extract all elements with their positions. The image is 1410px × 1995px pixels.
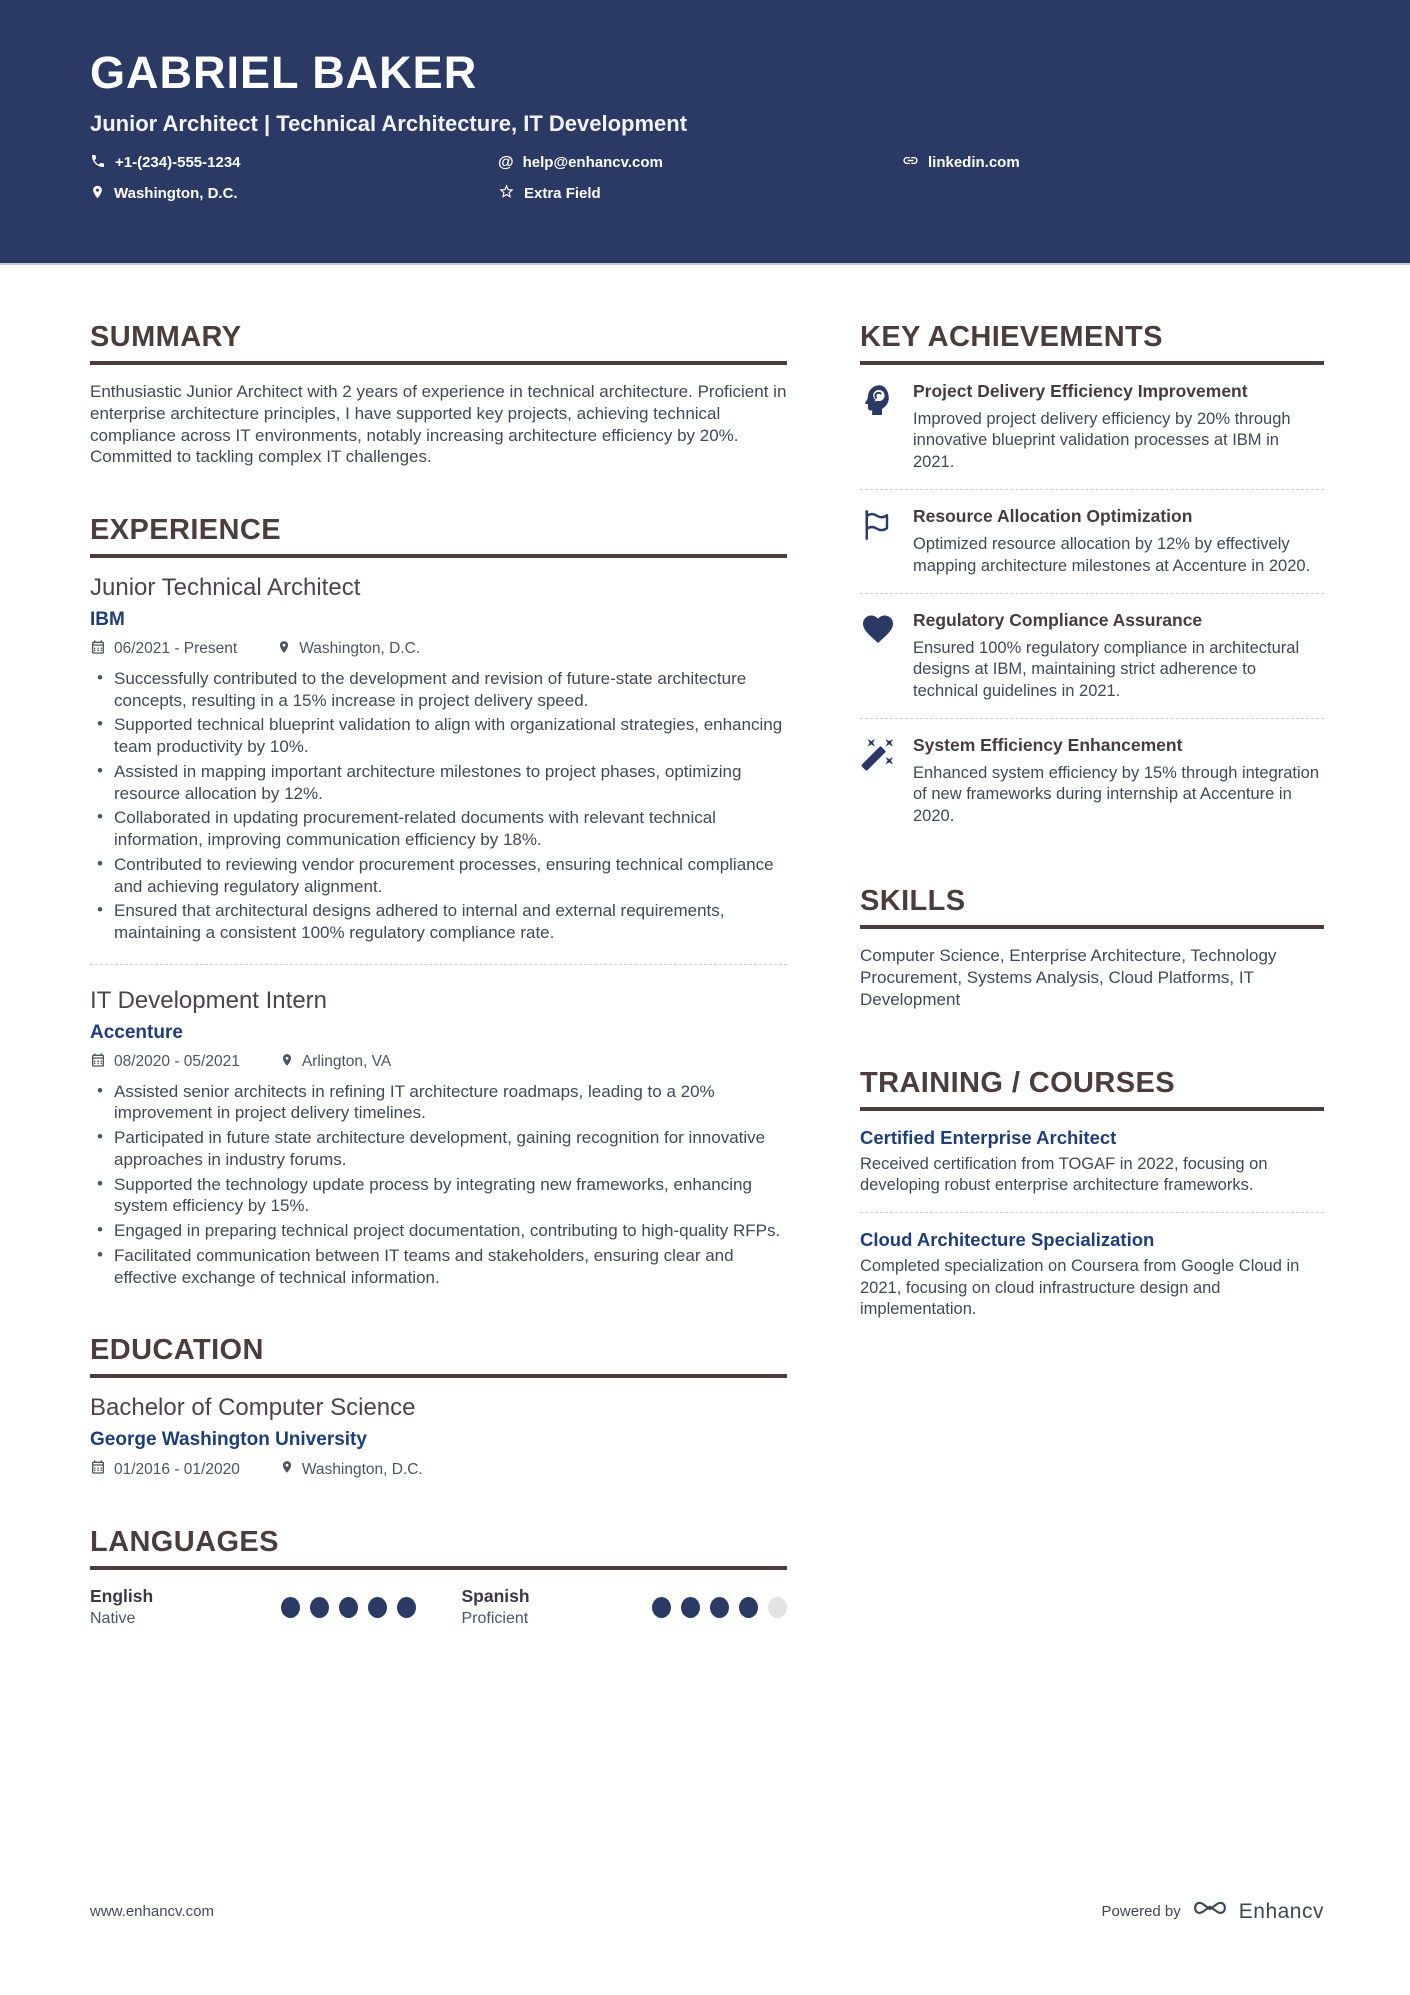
job-dates: 06/2021 - Present (90, 639, 237, 660)
calendar-icon (90, 1459, 106, 1480)
bullet: • Supported the technology update process by integrating new frameworks, enhancing system efficiency by 15%. (90, 1174, 787, 1218)
contact-linkedin-text: linkedin.com (928, 154, 1020, 171)
achievement-text: Enhanced system efficiency by 15% through integration of new frameworks during internship at Accenture in 2020. (913, 764, 1320, 825)
language-item (462, 1586, 788, 1628)
divider (860, 489, 1324, 490)
location-icon (277, 639, 291, 660)
left-column (90, 321, 787, 1628)
training-item (860, 1127, 1324, 1197)
contact-location-text: Washington, D.C. (114, 185, 238, 202)
language-rating (281, 1597, 416, 1618)
achievement-item (860, 381, 1324, 473)
contact-email[interactable] (498, 152, 902, 173)
skills-list: Computer Science, Enterprise Architecture, Technology Procurement, Systems Analysis, Cloud Platforms, IT Development (860, 946, 1277, 1009)
rating-dot (652, 1597, 671, 1618)
bullet: • Contributed to reviewing vendor procurement processes, ensuring technical compliance and achieving regulatory alignment. (90, 854, 787, 898)
training-section (860, 1067, 1324, 1321)
achievement-title: Regulatory Compliance Assurance (913, 609, 1203, 630)
achievement-item (860, 735, 1324, 827)
achievement-item (860, 506, 1324, 577)
brain-head-icon (860, 381, 898, 473)
training-text: Received certification from TOGAF in 2022, focusing on developing robust enterprise architecture frameworks. (860, 1154, 1268, 1194)
job-meta (90, 639, 787, 660)
bullet: • Assisted in mapping important architecture milestones to project phases, optimizing resource allocation by 12%. (90, 761, 787, 805)
bullet: • Engaged in preparing technical project documentation, contributing to high-quality RFPs. (90, 1220, 787, 1242)
at-icon: @ (498, 153, 514, 171)
achievement-text: Optimized resource allocation by 12% by effectively mapping architecture milestones at Accenture in 2020. (913, 535, 1311, 575)
education-meta (90, 1459, 787, 1480)
education-location: Washington, D.C. (280, 1459, 423, 1480)
school-name: George Washington University (90, 1429, 367, 1451)
job-title: IT Development Intern (90, 986, 328, 1014)
contact-location (90, 183, 498, 204)
enhancv-logo-icon (1193, 1896, 1227, 1927)
experience-heading: EXPERIENCE (90, 514, 787, 558)
achievements-heading: KEY ACHIEVEMENTS (860, 321, 1324, 365)
rating-dot (281, 1597, 300, 1618)
website-link[interactable]: www.enhancv.com (90, 1903, 214, 1920)
training-title: Cloud Architecture Specialization (860, 1229, 1155, 1251)
training-text: Completed specialization on Coursera from Google Cloud in 2021, focusing on cloud infrastructure design and implementation. (860, 1257, 1300, 1319)
achievement-title: Resource Allocation Optimization (913, 506, 1193, 527)
language-item (90, 1586, 416, 1628)
bullet: • Participated in future state architecture development, gaining recognition for innovative approaches in industry forums. (90, 1127, 787, 1171)
divider (860, 718, 1324, 719)
powered-by[interactable] (1102, 1896, 1324, 1927)
contact-extra-field (498, 183, 902, 204)
contact-email-text: help@enhancv.com (522, 154, 663, 171)
rating-dot (397, 1597, 416, 1618)
bullet: • Assisted senior architects in refining IT architecture roadmaps, leading to a 20% improvement in project delivery timelines. (90, 1081, 787, 1125)
achievement-text: Improved project delivery efficiency by 20% through innovative blueprint validation processes at IBM in 2021. (913, 409, 1291, 471)
bullet: • Collaborated in updating procurement-related documents with relevant technical information, improving communication efficiency by 18%. (90, 807, 787, 851)
contact-extra-text: Extra Field (524, 185, 601, 202)
summary-heading: SUMMARY (90, 321, 787, 365)
headline: Junior Architect | Technical Architecture, IT Development (90, 111, 688, 136)
summary-text: Enthusiastic Junior Architect with 2 years of experience in technical architecture. Proficient in enterprise architecture principles, I have supported key projects, achieving technical compliance across IT environments, notably increasing architecture efficiency by 20%. Committed to tackling complex IT challenges. (90, 382, 787, 467)
phone-icon (90, 153, 106, 173)
job-entry (90, 574, 787, 944)
bullet: • Facilitated communication between IT teams and stakeholders, ensuring clear and effective exchange of technical information. (90, 1245, 787, 1289)
company-name: IBM (90, 608, 125, 630)
job-bullets (90, 668, 787, 944)
calendar-icon (90, 639, 106, 660)
bullet: • Ensured that architectural designs adhered to internal and external requirements, maintaining a consistent 100% regulatory compliance rate. (90, 900, 787, 944)
link-icon (902, 152, 919, 173)
training-title: Certified Enterprise Architect (860, 1126, 1117, 1148)
contact-phone (90, 152, 498, 173)
training-item (860, 1229, 1324, 1320)
language-name: Spanish (461, 1586, 530, 1607)
education-heading: EDUCATION (90, 1334, 787, 1378)
location-icon (280, 1459, 294, 1480)
job-meta (90, 1052, 787, 1073)
rating-dot (368, 1597, 387, 1618)
language-rating (652, 1597, 787, 1618)
right-column (860, 321, 1324, 1628)
content (0, 321, 1410, 1628)
calendar-icon (90, 1052, 106, 1073)
rating-dot (681, 1597, 700, 1618)
languages-heading: LANGUAGES (90, 1526, 787, 1570)
contact-linkedin[interactable] (902, 152, 1320, 173)
company-name: Accenture (90, 1021, 183, 1043)
education-section (90, 1334, 787, 1480)
languages-row (90, 1586, 787, 1628)
job-location: Washington, D.C. (277, 639, 420, 660)
divider (90, 964, 787, 965)
header (0, 0, 1410, 265)
language-level: Proficient (461, 1610, 529, 1628)
contact-phone-text: +1-(234)-555-1234 (115, 154, 241, 171)
education-dates: 01/2016 - 01/2020 (90, 1459, 240, 1480)
rating-dot (310, 1597, 329, 1618)
language-name: English (90, 1586, 154, 1607)
enhancv-brand-text: Enhancv (1238, 1899, 1324, 1923)
rating-dot (339, 1597, 358, 1618)
language-level: Native (90, 1610, 136, 1628)
job-bullets (90, 1081, 787, 1289)
achievement-text: Ensured 100% regulatory compliance in architectural designs at IBM, maintaining strict adherence to technical guidelines in 2021. (913, 638, 1300, 700)
languages-section (90, 1526, 787, 1628)
rating-dot (710, 1597, 729, 1618)
job-title: Junior Technical Architect (90, 574, 361, 601)
rating-dot (739, 1597, 758, 1618)
flag-icon (860, 506, 898, 577)
bullet: • Supported technical blueprint validation to align with organizational strategies, enhancing team productivity by 10%. (90, 714, 787, 758)
degree: Bachelor of Computer Science (90, 1394, 416, 1422)
achievement-item (860, 610, 1324, 702)
contact-row (90, 152, 1320, 204)
training-heading: TRAINING / COURSES (860, 1067, 1324, 1111)
footer (90, 1896, 1324, 1927)
achievements-section (860, 321, 1324, 827)
experience-section (90, 514, 787, 1288)
powered-by-label: Powered by (1101, 1903, 1181, 1920)
divider (860, 1212, 1324, 1213)
rating-dot (768, 1597, 787, 1618)
summary-section (90, 321, 787, 468)
location-icon (90, 184, 105, 204)
achievement-title: System Efficiency Enhancement (913, 735, 1183, 756)
bullet: • Successfully contributed to the development and revision of future-state architecture concepts, resulting in a 15% increase in project delivery speed. (90, 668, 787, 712)
job-entry (90, 987, 787, 1289)
divider (860, 593, 1324, 594)
job-location: Arlington, VA (280, 1052, 391, 1073)
location-icon (280, 1052, 294, 1073)
skills-section (860, 885, 1324, 1010)
star-icon (498, 183, 515, 204)
skills-heading: SKILLS (860, 885, 1324, 929)
achievement-title: Project Delivery Efficiency Improvement (913, 381, 1248, 401)
person-name: GABRIEL BAKER (90, 47, 478, 98)
heart-icon (860, 610, 898, 702)
wand-icon (860, 735, 898, 827)
job-dates: 08/2020 - 05/2021 (90, 1052, 240, 1073)
